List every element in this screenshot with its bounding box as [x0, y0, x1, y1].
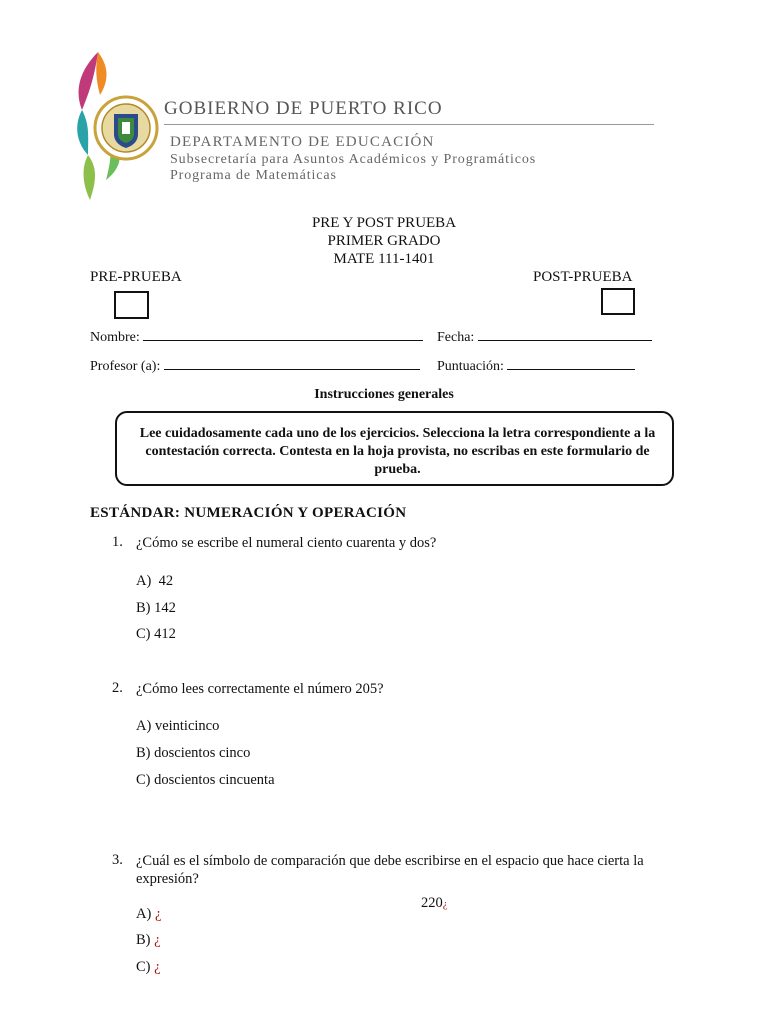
comparison-expression — [421, 895, 448, 912]
q3-option-b[interactable] — [136, 932, 161, 949]
puntuacion-label: Puntuación: — [437, 359, 504, 374]
option-label: B) — [136, 745, 151, 761]
option-value: 42 — [154, 573, 174, 589]
puntuacion-line[interactable] — [507, 357, 635, 370]
question-text: ¿Cómo lees correctamente el número 205? — [136, 681, 384, 697]
question-number: 3. — [112, 852, 123, 868]
option-value: veinticinco — [154, 718, 220, 734]
pre-test-label: PRE-PRUEBA — [90, 269, 182, 285]
q2-option-c[interactable] — [136, 772, 275, 789]
q2-option-b[interactable] — [136, 745, 250, 762]
nombre-field[interactable] — [90, 328, 423, 346]
department-name: DEPARTAMENTO DE EDUCACIÓN — [170, 134, 435, 150]
program-name: Programa de Matemáticas — [170, 168, 337, 183]
question-number: 1. — [112, 534, 123, 550]
instructions-box — [115, 411, 674, 486]
subsecretaria-name: Subsecretaría para Asuntos Académicos y Programáticos — [170, 152, 537, 167]
instructions-heading: Instrucciones generales — [314, 387, 454, 402]
instructions-text: Lee cuidadosamente cada uno de los ejercicios. Selecciona la letra correspondiente a la contestación correcta. Contesta en la hoja provista, no escribas en este formulario de prueba. — [139, 426, 656, 477]
q1-option-c[interactable] — [136, 626, 176, 643]
title-line-2: PRIMER GRADO — [327, 233, 441, 249]
pre-test-checkbox[interactable] — [114, 291, 149, 319]
option-value: ¿ — [154, 906, 162, 922]
standard-heading: ESTÁNDAR: NUMERACIÓN Y OPERACIÓN — [90, 505, 407, 521]
option-value: doscientos cinco — [154, 745, 251, 761]
option-value: 142 — [154, 600, 176, 616]
test-title — [0, 214, 768, 268]
option-value: ¿ — [154, 932, 161, 948]
profesor-line[interactable] — [164, 357, 420, 370]
puerto-rico-seal-icon — [70, 50, 165, 205]
option-label: B) — [136, 600, 151, 616]
government-title: GOBIERNO DE PUERTO RICO — [164, 98, 443, 119]
title-line-3: MATE 111-1401 — [333, 251, 435, 267]
fecha-field[interactable] — [437, 328, 652, 346]
question-2 — [0, 680, 768, 700]
option-value: 412 — [154, 626, 176, 642]
question-1 — [0, 534, 768, 554]
option-label: A) — [136, 718, 152, 734]
post-test-checkbox[interactable] — [601, 288, 635, 315]
puntuacion-field[interactable] — [437, 357, 635, 375]
expression-symbol: ¿ — [442, 898, 448, 910]
fecha-line[interactable] — [478, 328, 652, 341]
header-divider — [164, 124, 654, 125]
post-test-label: POST-PRUEBA — [533, 269, 633, 285]
profesor-label: Profesor (a): — [90, 359, 161, 374]
fecha-label: Fecha: — [437, 330, 475, 345]
expression-number: 220 — [421, 895, 443, 911]
q3-option-a[interactable] — [136, 906, 161, 923]
option-label: B) — [136, 932, 151, 948]
question-3 — [0, 852, 768, 892]
question-text: ¿Cómo se escribe el numeral ciento cuarenta y dos? — [136, 535, 437, 551]
nombre-label: Nombre: — [90, 330, 140, 345]
option-label: A) — [136, 573, 152, 589]
profesor-field[interactable] — [90, 357, 420, 375]
option-value: doscientos cincuenta — [154, 772, 275, 788]
q2-option-a[interactable] — [136, 718, 219, 735]
q1-option-b[interactable] — [136, 600, 176, 617]
q3-option-c[interactable] — [136, 959, 161, 976]
option-value: ¿ — [154, 959, 161, 975]
question-text: ¿Cuál es el símbolo de comparación que debe escribirse en el espacio que hace cierta la expresión? — [136, 853, 644, 887]
question-number: 2. — [112, 680, 123, 696]
q1-option-a[interactable] — [136, 573, 173, 590]
nombre-line[interactable] — [143, 328, 423, 341]
option-label: C) — [136, 772, 151, 788]
option-label: C) — [136, 626, 151, 642]
title-line-1: PRE Y POST PRUEBA — [311, 215, 457, 231]
option-label: A) — [136, 906, 152, 922]
option-label: C) — [136, 959, 151, 975]
